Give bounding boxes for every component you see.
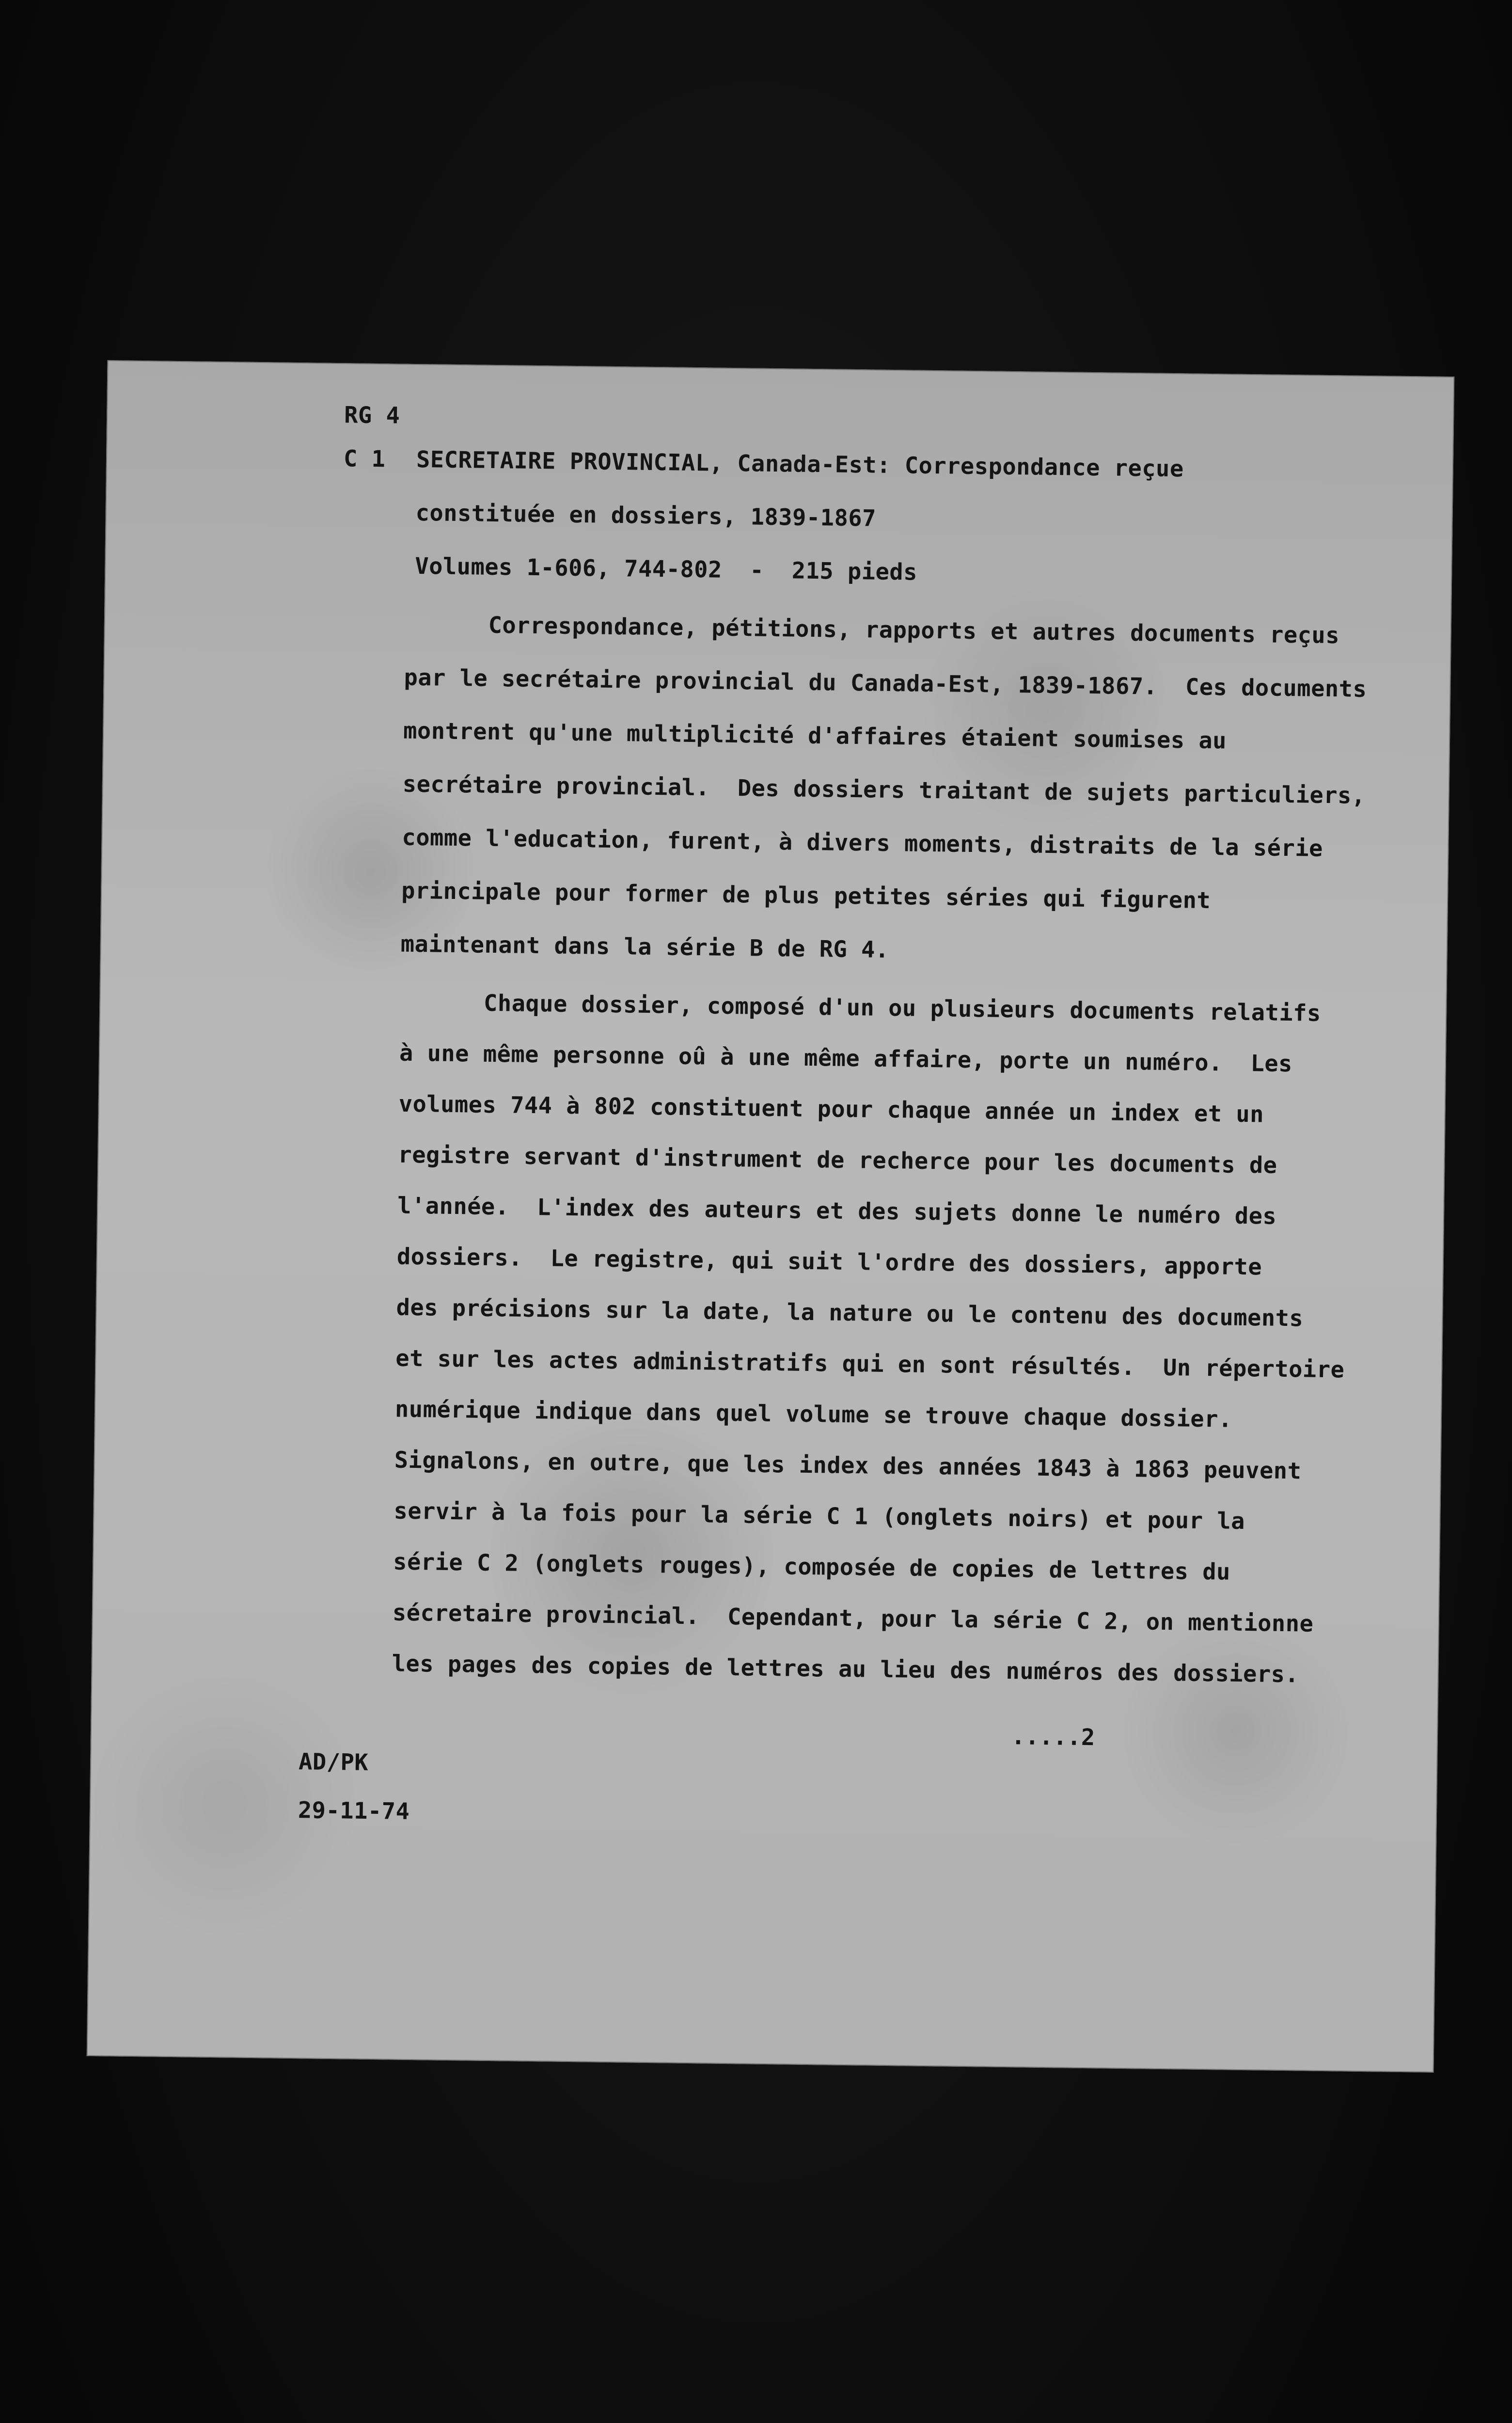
paragraph-2-line: des précisions sur la date, la nature ou le contenu des documents [396, 1294, 1304, 1332]
paragraph-2-line: servir à la fois pour la série C 1 (onglets noirs) et pour la [394, 1497, 1245, 1535]
paragraph-1-line: comme l'education, furent, à divers moments, distraits de la série [402, 824, 1323, 862]
paragraph-2-line: volumes 744 à 802 constituent pour chaque année un index et un [398, 1090, 1264, 1128]
heading-line-3: Volumes 1-606, 744-802 - 215 pieds [414, 552, 918, 586]
paragraph-1-line: maintenant dans la série B de RG 4. [400, 930, 889, 963]
heading-line-2: constituée en dossiers, 1839-1867 [415, 499, 877, 532]
paragraph-1-line: principale pour former de plus petites séries qui figurent [401, 877, 1211, 914]
page-continuation: .....2 [1011, 1723, 1096, 1751]
document-page [87, 360, 1455, 2073]
paragraph-1-line: par le secrétaire provincial du Canada-Est, 1839-1867. Ces documents [404, 664, 1367, 703]
paragraph-2-line: Signalons, en outre, que les index des années 1843 à 1863 peuvent [394, 1447, 1302, 1485]
paragraph-2-line: Chaque dossier, composé d'un ou plusieurs documents relatifs [400, 989, 1322, 1027]
series-code: C 1 [343, 445, 386, 473]
heading-line-1: SECRETAIRE PROVINCIAL, Canada-Est: Correspondance reçue [416, 446, 1184, 483]
author-initials: AD/PK [298, 1748, 369, 1776]
paragraph-2-line: sécretaire provincial. Cependant, pour la série C 2, on mentionne [392, 1599, 1314, 1637]
paragraph-2-line: registre servant d'instrument de recherce pour les documents de [398, 1141, 1277, 1179]
paragraph-2-line: numérique indique dans quel volume se trouve chaque dossier. [394, 1396, 1233, 1433]
paragraph-2-line: l'année. L'index des auteurs et des sujets donne le numéro des [397, 1192, 1277, 1230]
paragraph-2-line: série C 2 (onglets rouges), composée de copies de lettres du [393, 1548, 1231, 1586]
paragraph-1-line: montrent qu'une multiplicité d'affaires étaient soumises au [403, 717, 1227, 755]
paragraph-2-line: les pages des copies de lettres au lieu des numéros des dossiers. [392, 1650, 1299, 1688]
paragraph-1-line: secrétaire provincial. Des dossiers traitant de sujets particuliers, [402, 771, 1366, 809]
rg-header: RG 4 [344, 402, 400, 429]
paragraph-2-line: à une même personne oû à une même affaire, porte un numéro. Les [399, 1039, 1293, 1078]
paragraph-2-line: et sur les actes administratifs qui en sont résultés. Un répertoire [395, 1345, 1345, 1384]
paragraph-2-line: dossiers. Le registre, qui suit l'ordre des dossiers, apporte [396, 1243, 1262, 1281]
document-date: 29-11-74 [298, 1797, 410, 1825]
paragraph-1-line: Correspondance, pétitions, rapports et autres documents reçus [404, 611, 1340, 649]
